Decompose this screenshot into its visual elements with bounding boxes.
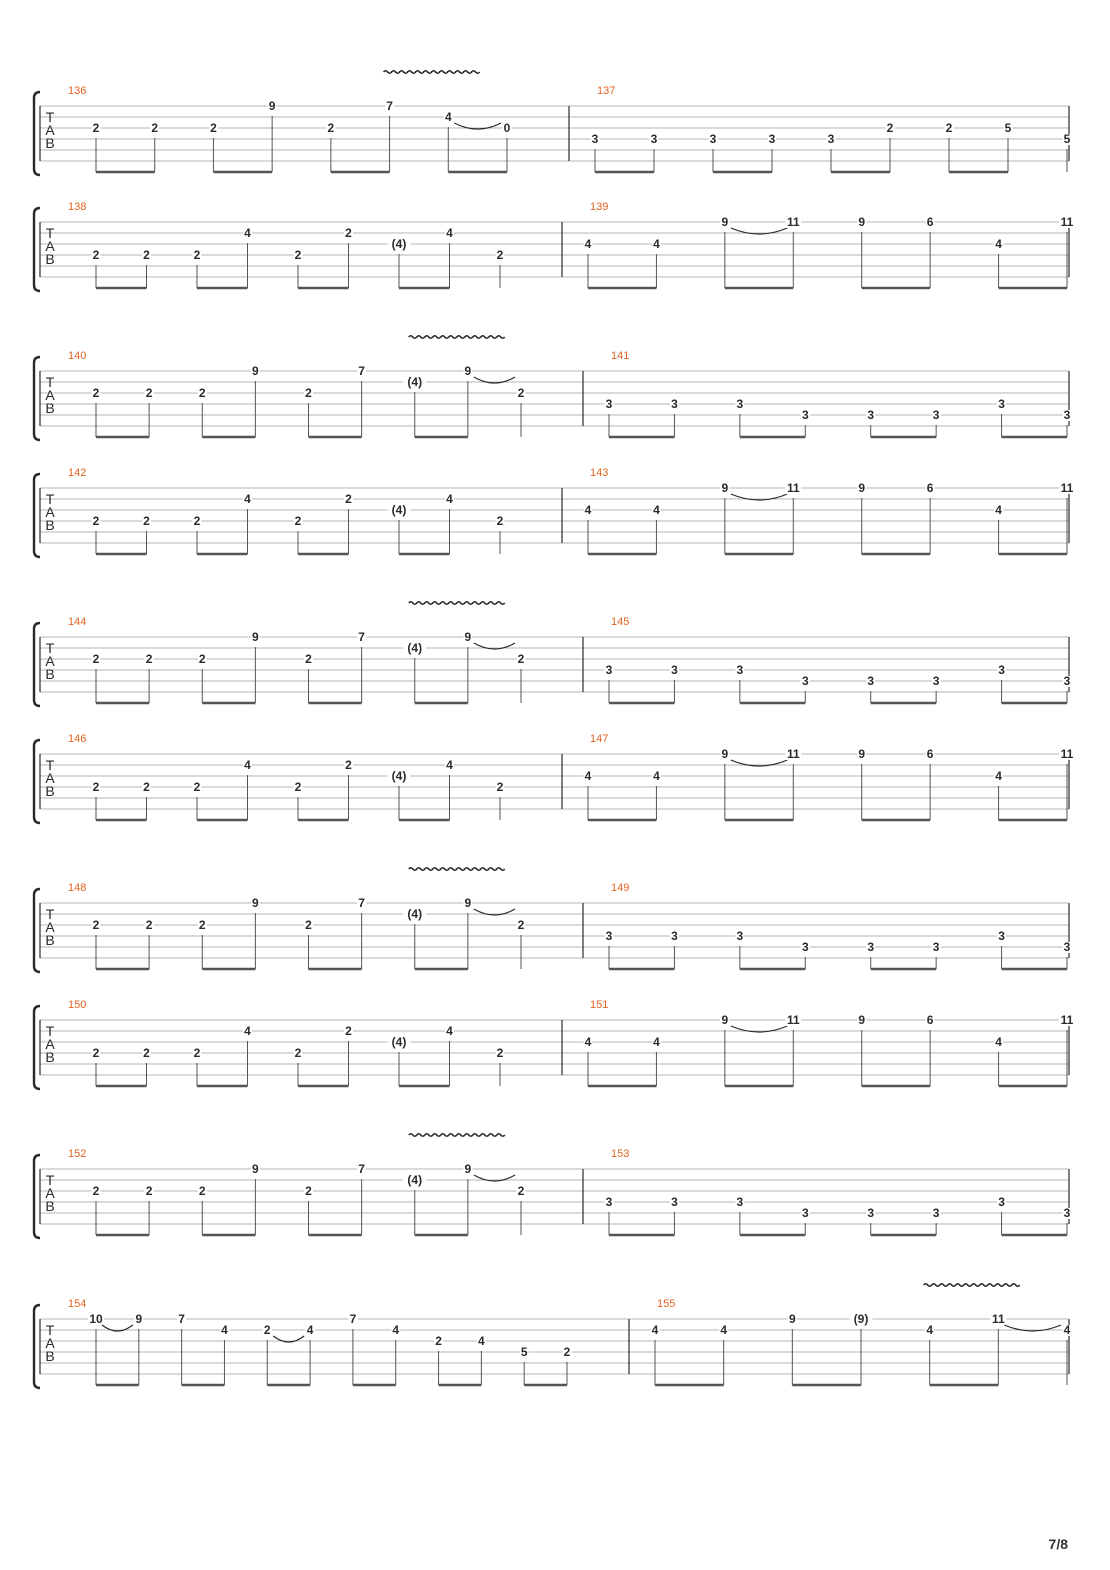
fret-number: 3 — [827, 132, 835, 146]
tab-clef-letter: B — [45, 783, 55, 799]
tab-clef-letter: A — [45, 387, 55, 403]
tab-clef-letter: T — [45, 906, 55, 922]
tab-clef-letter: A — [45, 122, 55, 138]
fret-number: 4 — [926, 1323, 934, 1337]
fret-number: 11 — [1060, 481, 1074, 495]
fret-number: 3 — [801, 940, 809, 954]
fret-number: 11 — [786, 747, 800, 761]
fret-number: 3 — [932, 940, 940, 954]
vibrato-mark — [409, 602, 505, 605]
fret-number: (4) — [407, 907, 423, 921]
fret-number: 2 — [193, 780, 201, 794]
fret-number: 3 — [867, 408, 875, 422]
system-bracket — [34, 1155, 40, 1238]
fret-number: 2 — [345, 226, 352, 240]
fret-number: 10 — [89, 1312, 103, 1326]
fret-number: (4) — [407, 1173, 423, 1187]
fret-number: 4 — [653, 237, 660, 251]
fret-number: 2 — [563, 1345, 571, 1359]
measure-number: 149 — [611, 882, 630, 894]
tab-system — [34, 602, 1072, 706]
fret-number: 4 — [392, 1323, 400, 1337]
fret-number: 4 — [446, 226, 453, 240]
fret-number: 7 — [358, 364, 365, 378]
fret-number: 9 — [788, 1312, 796, 1326]
fret-number: 9 — [858, 747, 866, 761]
measure-number: 152 — [68, 1148, 87, 1160]
fret-number: 3 — [998, 663, 1005, 677]
system-bracket — [34, 208, 40, 291]
fret-number: 2 — [886, 121, 894, 135]
fret-number: 2 — [496, 248, 504, 262]
fret-number: 11 — [991, 1312, 1005, 1326]
fret-number: 4 — [244, 1024, 251, 1038]
tab-clef-letter: T — [45, 640, 55, 656]
tab-clef-letter: T — [45, 374, 55, 390]
fret-number: 3 — [736, 663, 744, 677]
measure-number: 141 — [611, 350, 630, 362]
fret-number: 9 — [721, 1013, 729, 1027]
fret-number: 2 — [345, 758, 352, 772]
fret-number: 9 — [268, 99, 276, 113]
tab-clef-letter: B — [45, 666, 55, 682]
fret-number: 2 — [305, 1184, 312, 1198]
tab-clef-letter: T — [45, 1322, 55, 1338]
vibrato-mark — [409, 868, 505, 871]
fret-number: 2 — [92, 652, 100, 666]
fret-number: 2 — [517, 386, 525, 400]
measure-number: 147 — [590, 733, 609, 745]
fret-number: 6 — [926, 1013, 934, 1027]
fret-number: 9 — [464, 896, 472, 910]
fret-number: 3 — [932, 1206, 940, 1220]
fret-number: 4 — [244, 492, 251, 506]
measure-number: 138 — [68, 201, 87, 213]
fret-number: 3 — [998, 397, 1005, 411]
fret-number: 2 — [517, 1184, 525, 1198]
tab-clef-letter: T — [45, 225, 55, 241]
tab-clef-letter: T — [45, 491, 55, 507]
fret-number: (4) — [407, 375, 423, 389]
fret-number: (4) — [391, 237, 407, 251]
fret-number: 4 — [244, 758, 251, 772]
fret-number: 2 — [305, 386, 312, 400]
fret-number: 2 — [143, 1046, 150, 1060]
fret-number: 2 — [305, 918, 312, 932]
fret-number: 2 — [517, 918, 525, 932]
tab-clef-letter: B — [45, 932, 55, 948]
fret-number: 2 — [145, 1184, 153, 1198]
fret-number: (4) — [391, 503, 407, 517]
fret-number: 4 — [244, 226, 251, 240]
fret-number: 4 — [584, 1035, 592, 1049]
fret-number: 0 — [503, 121, 511, 135]
tab-clef-letter: A — [45, 653, 55, 669]
fret-number: 4 — [306, 1323, 314, 1337]
fret-number: 2 — [345, 1024, 352, 1038]
fret-number: 4 — [720, 1323, 728, 1337]
system-bracket — [34, 740, 40, 823]
fret-number: 4 — [995, 769, 1002, 783]
fret-number: 3 — [736, 1195, 744, 1209]
measure-number: 146 — [68, 733, 87, 745]
fret-number: 2 — [435, 1334, 442, 1348]
tab-clef-letter: B — [45, 1348, 55, 1364]
fret-number: 4 — [653, 1035, 660, 1049]
tab-clef-letter: B — [45, 1198, 55, 1214]
fret-number: 6 — [926, 215, 934, 229]
fret-number: 5 — [1063, 132, 1071, 146]
fret-number: 2 — [327, 121, 335, 135]
measure-number: 143 — [590, 467, 609, 479]
fret-number: 2 — [92, 780, 100, 794]
tab-clef-letter: B — [45, 135, 55, 151]
measure-number: 150 — [68, 999, 87, 1011]
system-bracket — [34, 1305, 40, 1388]
tab-clef-letter: T — [45, 1172, 55, 1188]
measure-number: 142 — [68, 467, 87, 479]
fret-number: 9 — [858, 215, 866, 229]
fret-number: 2 — [345, 492, 352, 506]
fret-number: 3 — [801, 408, 809, 422]
measure-number: 144 — [68, 616, 87, 628]
measure-number: 153 — [611, 1148, 630, 1160]
tab-system — [34, 868, 1072, 972]
fret-number: 3 — [998, 929, 1005, 943]
fret-number: 2 — [496, 780, 504, 794]
fret-number: 2 — [143, 248, 150, 262]
fret-number: 3 — [605, 663, 613, 677]
fret-number: 11 — [1060, 747, 1074, 761]
tab-clef-letter: B — [45, 251, 55, 267]
fret-number: 2 — [193, 1046, 201, 1060]
fret-number: 2 — [193, 248, 201, 262]
fret-number: 6 — [926, 747, 934, 761]
system-bracket — [34, 889, 40, 972]
fret-number: 2 — [145, 918, 153, 932]
fret-number: 2 — [92, 1184, 100, 1198]
measure-number: 140 — [68, 350, 87, 362]
fret-number: 4 — [446, 492, 453, 506]
fret-number: 4 — [446, 1024, 453, 1038]
fret-number: 3 — [801, 674, 809, 688]
fret-number: 4 — [653, 503, 660, 517]
fret-number: 9 — [252, 630, 259, 644]
fret-number: 2 — [145, 652, 153, 666]
tab-system — [34, 1284, 1072, 1388]
fret-number: 3 — [1063, 940, 1071, 954]
fret-number: 3 — [1063, 1206, 1071, 1220]
fret-number: 3 — [998, 1195, 1005, 1209]
fret-number: 2 — [945, 121, 953, 135]
fret-number: 2 — [198, 918, 206, 932]
tab-system — [34, 733, 1075, 823]
fret-number: 3 — [932, 674, 940, 688]
fret-number: 4 — [653, 769, 660, 783]
vibrato-mark — [409, 336, 505, 339]
fret-number: (4) — [407, 641, 423, 655]
fret-number: 2 — [305, 652, 312, 666]
fret-number: 3 — [768, 132, 776, 146]
tab-system — [34, 1134, 1072, 1238]
fret-number: 2 — [294, 780, 302, 794]
fret-number: 2 — [263, 1323, 271, 1337]
measure-number: 139 — [590, 201, 609, 213]
fret-number: 3 — [736, 929, 744, 943]
fret-number: 11 — [786, 215, 800, 229]
vibrato-mark — [409, 1134, 505, 1137]
tab-clef-letter: T — [45, 757, 55, 773]
fret-number: 3 — [671, 397, 678, 411]
fret-number: 5 — [520, 1345, 528, 1359]
fret-number: 7 — [178, 1312, 185, 1326]
fret-number: 2 — [294, 514, 302, 528]
fret-number: 7 — [349, 1312, 357, 1326]
system-bracket — [34, 92, 40, 175]
fret-number: 3 — [709, 132, 717, 146]
fret-number: 4 — [995, 1035, 1002, 1049]
measure-number: 145 — [611, 616, 630, 628]
fret-number: 2 — [92, 386, 100, 400]
fret-number: 3 — [867, 674, 875, 688]
fret-number: 4 — [478, 1334, 485, 1348]
fret-number: 9 — [464, 364, 472, 378]
fret-number: 7 — [358, 630, 365, 644]
fret-number: 2 — [92, 1046, 100, 1060]
fret-number: 4 — [221, 1323, 228, 1337]
fret-number: 2 — [193, 514, 201, 528]
system-bracket — [34, 1006, 40, 1089]
fret-number: 9 — [464, 630, 472, 644]
fret-number: 2 — [198, 1184, 206, 1198]
measure-number: 155 — [657, 1298, 676, 1310]
fret-number: 2 — [210, 121, 217, 135]
system-bracket — [34, 474, 40, 557]
fret-number: 2 — [294, 248, 302, 262]
fret-number: 3 — [671, 1195, 678, 1209]
fret-number: 4 — [584, 769, 592, 783]
fret-number: (9) — [853, 1312, 869, 1326]
fret-number: 2 — [496, 1046, 504, 1060]
fret-number: 9 — [858, 481, 866, 495]
fret-number: 7 — [358, 896, 365, 910]
measure-number: 136 — [68, 85, 87, 97]
fret-number: 2 — [294, 1046, 302, 1060]
fret-number: 3 — [650, 132, 658, 146]
vibrato-mark — [384, 71, 480, 74]
system-bracket — [34, 623, 40, 706]
page-number: 7/8 — [1048, 1536, 1068, 1552]
tab-system — [34, 336, 1072, 440]
fret-number: 2 — [198, 652, 206, 666]
fret-number: 3 — [867, 940, 875, 954]
tab-system — [34, 999, 1075, 1089]
fret-number: 11 — [786, 1013, 800, 1027]
fret-number: 4 — [444, 110, 452, 124]
fret-number: (4) — [391, 1035, 407, 1049]
tab-clef-letter: A — [45, 1185, 55, 1201]
fret-number: 9 — [858, 1013, 866, 1027]
system-bracket — [34, 357, 40, 440]
tab-clef-letter: A — [45, 238, 55, 254]
fret-number: 3 — [605, 1195, 613, 1209]
fret-number: 3 — [932, 408, 940, 422]
fret-number: 3 — [605, 929, 613, 943]
tab-clef-letter: A — [45, 919, 55, 935]
fret-number: 3 — [605, 397, 613, 411]
fret-number: 11 — [1060, 215, 1074, 229]
fret-number: 2 — [143, 780, 150, 794]
fret-number: 9 — [721, 215, 729, 229]
measure-number: 137 — [597, 85, 616, 97]
fret-number: 3 — [671, 663, 678, 677]
fret-number: 7 — [386, 99, 393, 113]
fret-number: 9 — [721, 481, 729, 495]
tab-clef-letter: B — [45, 1049, 55, 1065]
fret-number: 3 — [1063, 408, 1071, 422]
fret-number: 5 — [1004, 121, 1012, 135]
fret-number: 2 — [143, 514, 150, 528]
fret-number: 3 — [736, 397, 744, 411]
fret-number: 9 — [252, 896, 259, 910]
fret-number: 3 — [591, 132, 599, 146]
fret-number: 9 — [721, 747, 729, 761]
fret-number: 3 — [801, 1206, 809, 1220]
fret-number: 4 — [995, 503, 1002, 517]
fret-number: 9 — [135, 1312, 143, 1326]
fret-number: 4 — [1063, 1323, 1071, 1337]
measure-number: 151 — [590, 999, 609, 1011]
tab-clef-letter: A — [45, 770, 55, 786]
tab-clef-letter: A — [45, 1036, 55, 1052]
fret-number: 3 — [1063, 674, 1071, 688]
tab-system — [34, 71, 1072, 175]
fret-number: 2 — [92, 918, 100, 932]
fret-number: 4 — [446, 758, 453, 772]
fret-number: 2 — [92, 514, 100, 528]
fret-number: 2 — [145, 386, 153, 400]
tab-clef-letter: A — [45, 504, 55, 520]
fret-number: 4 — [995, 237, 1002, 251]
tab-clef-letter: T — [45, 109, 55, 125]
fret-number: 2 — [92, 248, 100, 262]
fret-number: 9 — [252, 364, 259, 378]
vibrato-mark — [924, 1284, 1020, 1287]
fret-number: 2 — [151, 121, 159, 135]
measure-number: 154 — [68, 1298, 87, 1310]
fret-number: 9 — [252, 1162, 259, 1176]
fret-number: 7 — [358, 1162, 365, 1176]
tab-clef-letter: B — [45, 517, 55, 533]
fret-number: 6 — [926, 481, 934, 495]
fret-number: 2 — [198, 386, 206, 400]
tab-clef-letter: B — [45, 400, 55, 416]
fret-number: 11 — [786, 481, 800, 495]
measure-number: 148 — [68, 882, 87, 894]
tab-clef-letter: A — [45, 1335, 55, 1351]
fret-number: 2 — [92, 121, 100, 135]
tab-system — [34, 201, 1075, 291]
fret-number: 2 — [496, 514, 504, 528]
tab-clef-letter: T — [45, 1023, 55, 1039]
fret-number: 9 — [464, 1162, 472, 1176]
fret-number: (4) — [391, 769, 407, 783]
fret-number: 4 — [651, 1323, 659, 1337]
fret-number: 11 — [1060, 1013, 1074, 1027]
fret-number: 3 — [867, 1206, 875, 1220]
fret-number: 3 — [671, 929, 678, 943]
fret-number: 4 — [584, 503, 592, 517]
fret-number: 2 — [517, 652, 525, 666]
tab-system — [34, 467, 1075, 557]
fret-number: 4 — [584, 237, 592, 251]
